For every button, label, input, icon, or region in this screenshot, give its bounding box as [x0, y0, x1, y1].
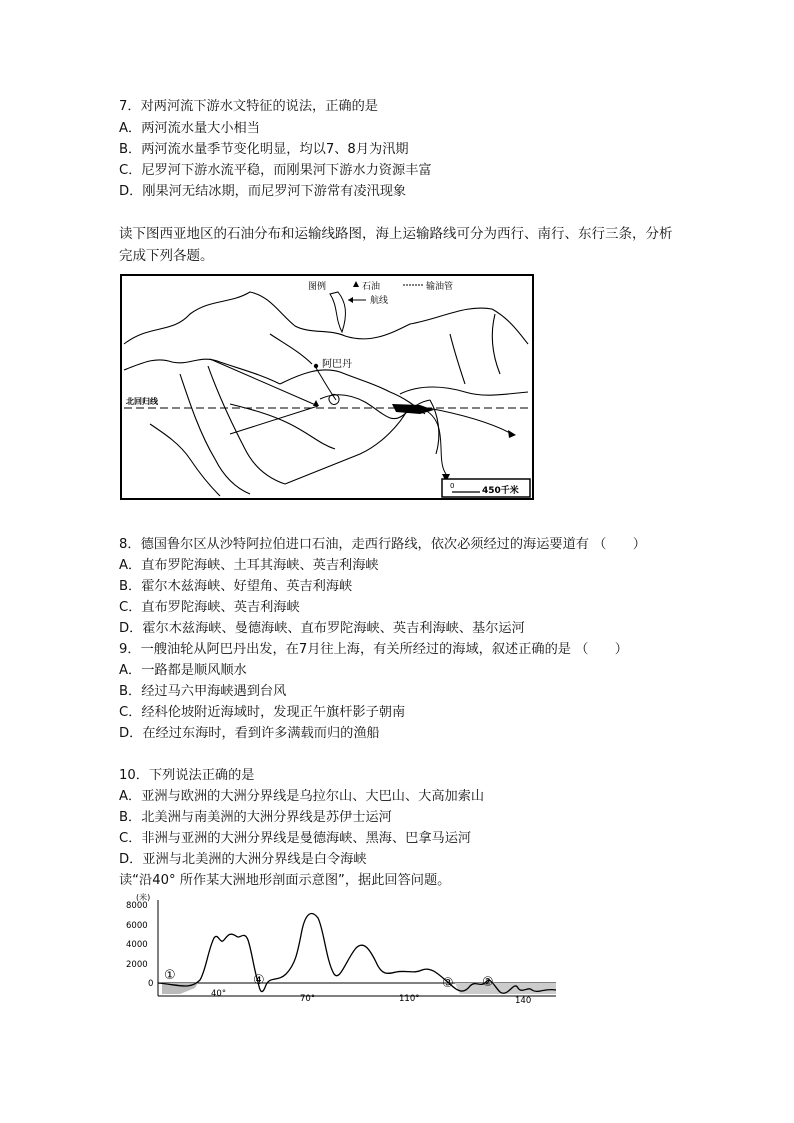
- abadan-label: 阿巴丹: [322, 359, 352, 370]
- q8-option-d: D．霍尔木兹海峡、曼德海峡、直布罗陀海峡、英吉利海峡、基尔运河: [119, 621, 525, 636]
- tropic-label: 北回归线: [126, 397, 158, 406]
- q7-option-d: D．刚果河无结冰期，而尼罗河下游常有凌汛现象: [119, 184, 407, 199]
- q7-stem: 7．对两河流下游水文特征的说法，正确的是: [119, 99, 378, 114]
- q8-option-b: B．霍尔木兹海峡、好望角、英吉利海峡: [119, 579, 353, 594]
- y-tick-6000: 6000: [126, 921, 148, 931]
- q7-option-a: A．两河流水量大小相当: [119, 121, 260, 136]
- q10-option-a: A．亚洲与欧洲的大洲分界线是乌拉尔山、大巴山、大高加索山: [119, 789, 485, 804]
- q9-option-c: C．经科伦坡附近海域时，发现正午旗杆影子朝南: [119, 705, 406, 720]
- q10-stem: 10．下列说法正确的是: [119, 768, 255, 783]
- q7-option-c: C．尼罗河下游水流平稳，而刚果河下游水力资源丰富: [119, 163, 432, 178]
- q8-option-a: A．直布罗陀海峡、土耳其海峡、英吉利海峡: [119, 558, 379, 573]
- y-tick-0: 0: [148, 979, 154, 989]
- scale-zero: 0: [450, 482, 455, 490]
- x-tick-40: 40°: [211, 989, 227, 999]
- q10-option-c: C．非洲与亚洲的大洲分界线是曼德海峡、黑海、巴拿马运河: [119, 831, 472, 846]
- marker-3: ③: [442, 976, 454, 991]
- q7-option-b: B．两河流水量季节变化明显，均以7、8月为汛期: [119, 142, 409, 157]
- q9-stem: 9．一艘油轮从阿巴丹出发，在7月往上海，有关所经过的海域，叙述正确的是 （ ）: [119, 642, 628, 657]
- y-tick-2000: 2000: [126, 960, 148, 970]
- terrain-profile-line: [158, 914, 556, 994]
- legend-route: 航线: [370, 296, 389, 306]
- marker-1: ①: [164, 968, 176, 983]
- scale-bar: [442, 479, 530, 497]
- y-tick-8000: 8000: [126, 901, 148, 911]
- x-tick-110: 110°: [399, 994, 420, 1004]
- x-tick-70: 70°: [300, 994, 316, 1004]
- marker-2: ②: [482, 975, 494, 990]
- x-tick-140: 140: [515, 996, 532, 1006]
- terrain-profile-diagram: [120, 890, 560, 1014]
- marker-4: ④: [253, 973, 265, 988]
- scale-label: 450千米: [482, 486, 519, 496]
- q9-option-a: A．一路都是顺风顺水: [119, 663, 247, 678]
- q10-option-b: B．北美洲与南美洲的大洲分界线是苏伊士运河: [119, 810, 392, 825]
- abadan-dot: [314, 364, 318, 368]
- q8-stem: 8．德国鲁尔区从沙特阿拉伯进口石油，走西行路线，依次必须经过的海运要道有 （ ）: [119, 537, 646, 552]
- profile-unit: (米): [136, 893, 151, 902]
- legend-pipeline: 输油管: [426, 282, 454, 292]
- q8-option-c: C．直布罗陀海峡、英吉利海峡: [119, 600, 300, 615]
- q9-option-b: B．经过马六甲海峡遇到台风: [119, 684, 287, 699]
- legend-title: 图例: [308, 282, 327, 292]
- profile-intro: 读“沿40° 所作某大洲地形剖面示意图”，据此回答问题。: [119, 873, 451, 888]
- legend-oil: 石油: [362, 282, 381, 292]
- map-intro: 读下图西亚地区的石油分布和运输线路图，海上运输路线可分为西行、南行、东行三条，分析完成下列各题。: [119, 226, 673, 264]
- q10-option-d: D．亚洲与北美洲的大洲分界线是白令海峡: [119, 852, 367, 867]
- q9-option-d: D．在经过东海时，看到许多满载而归的渔船: [119, 726, 380, 741]
- west-asia-oil-map: [120, 274, 534, 500]
- y-tick-4000: 4000: [126, 940, 148, 950]
